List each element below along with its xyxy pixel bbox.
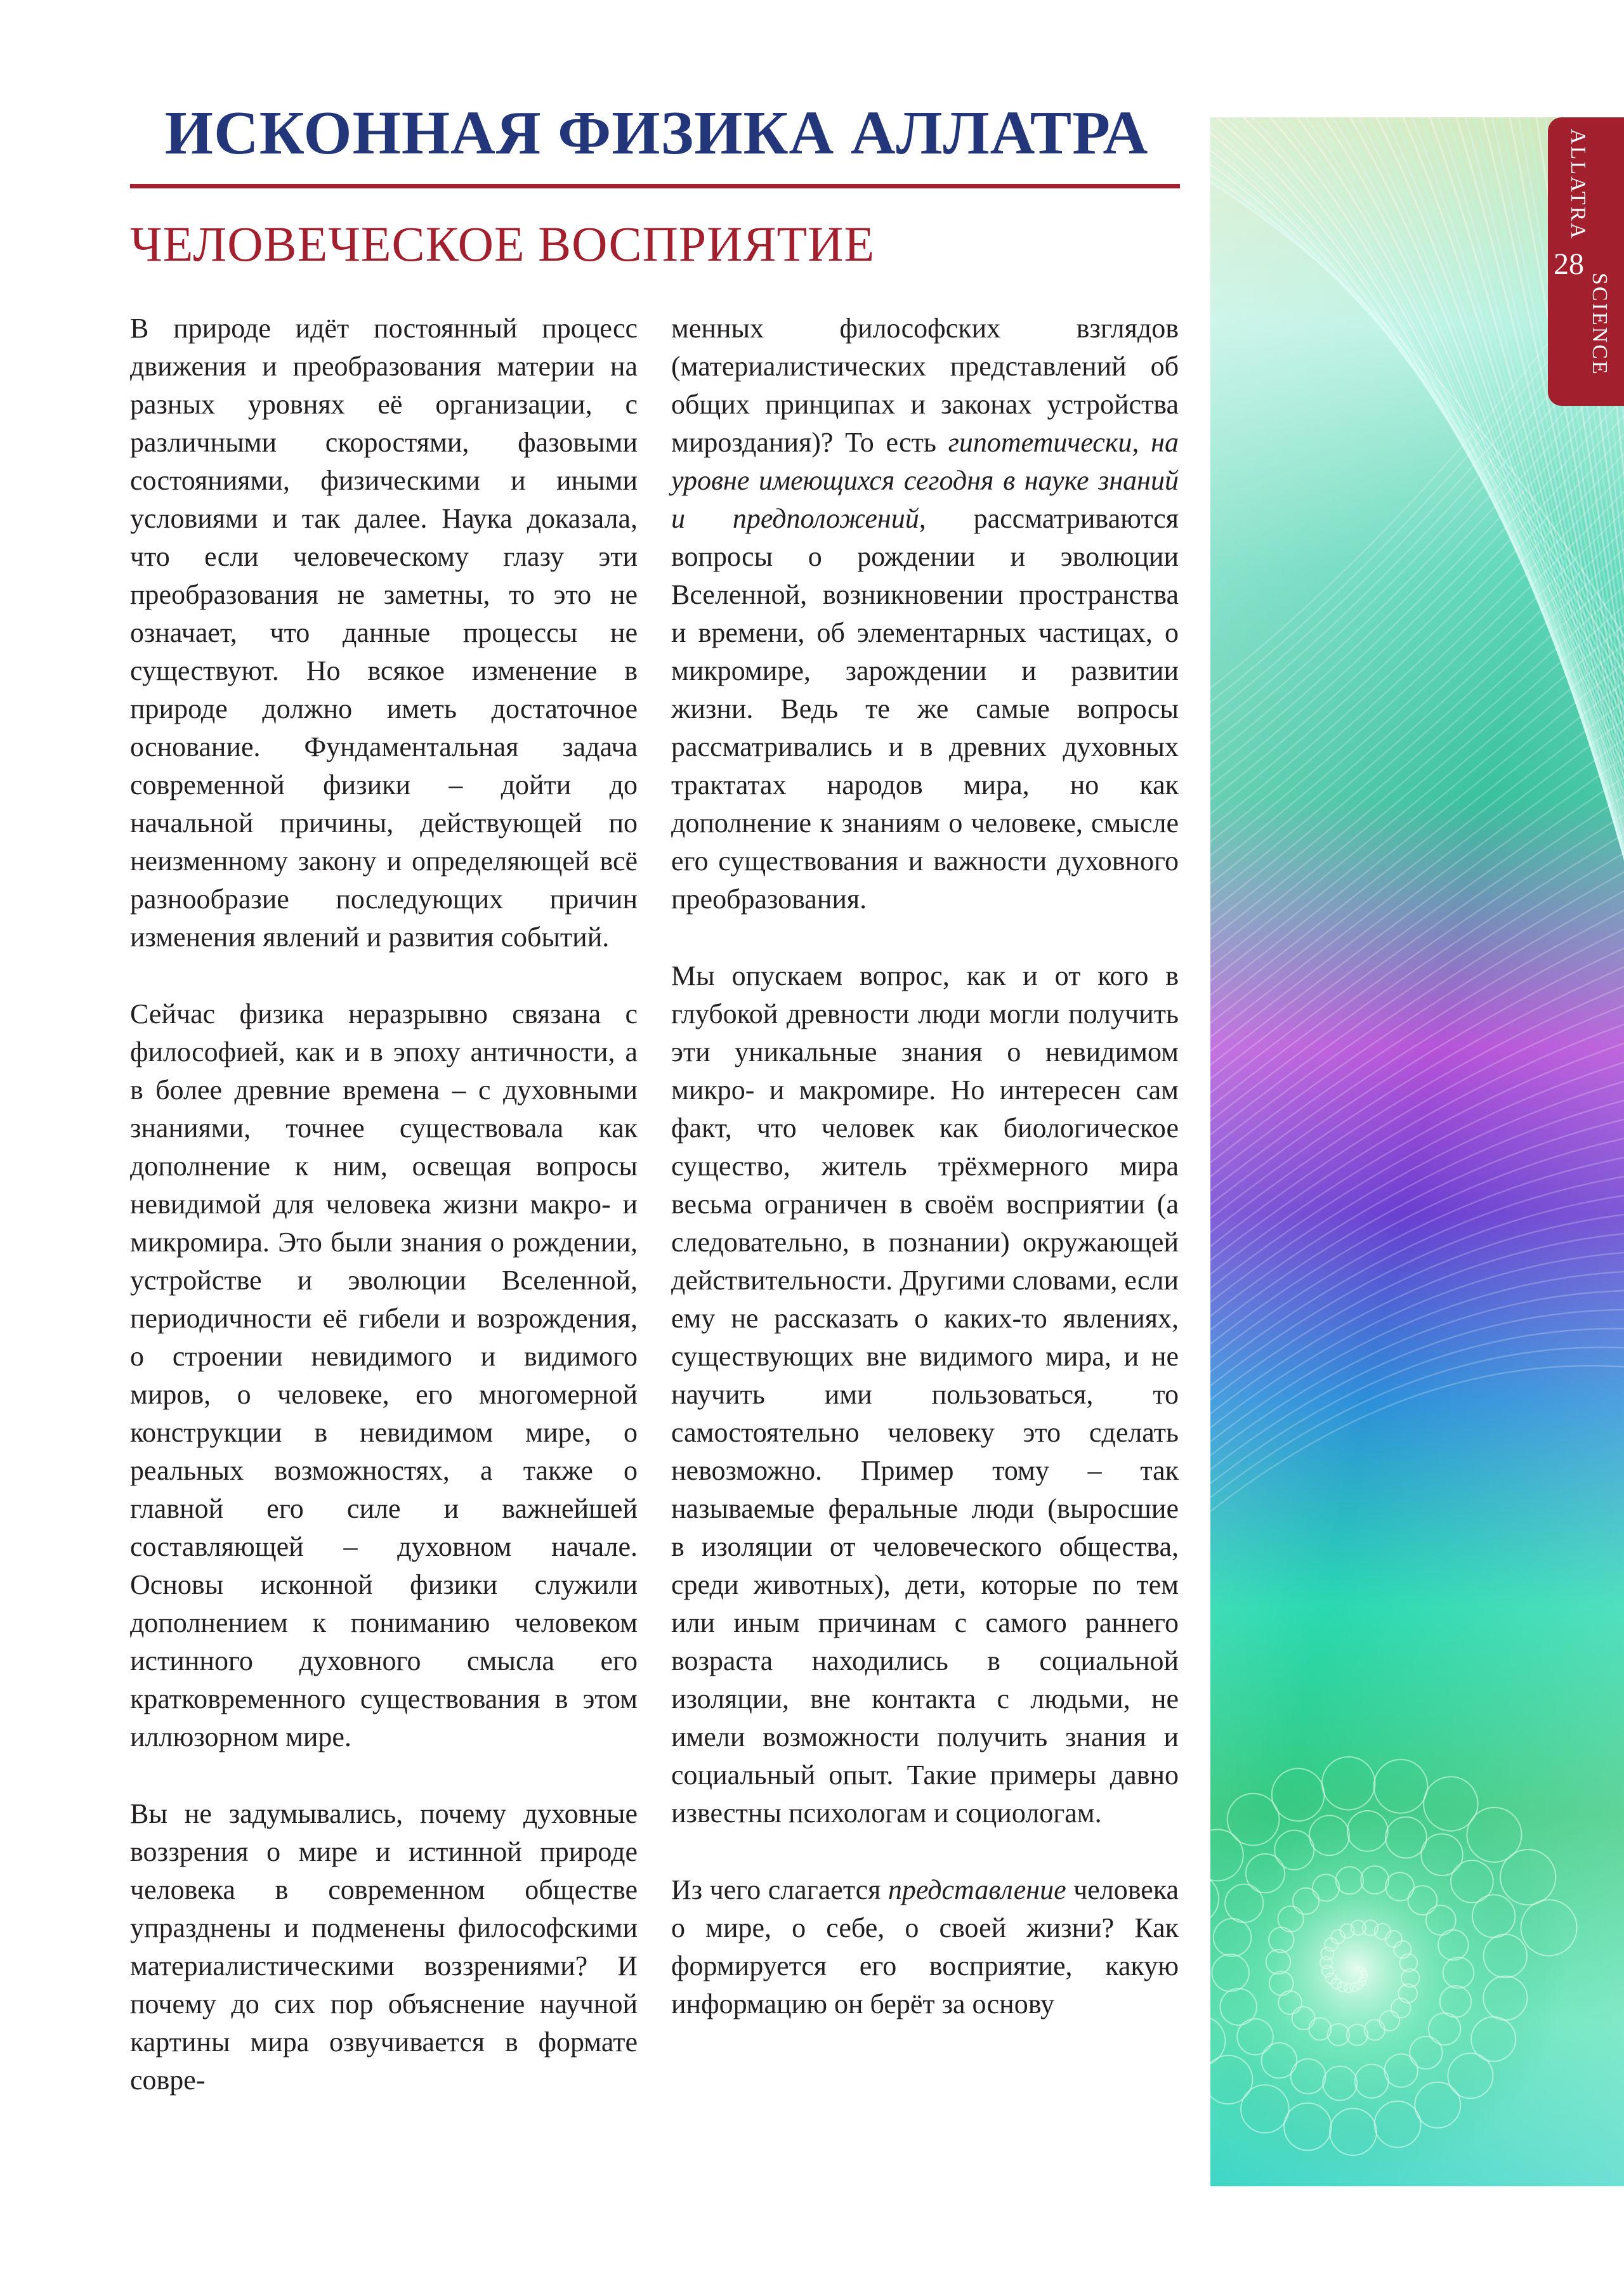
section-title: ЧЕЛОВЕЧЕСКОЕ ВОСПРИЯТИЕ bbox=[130, 216, 875, 271]
tab-label-allatra: ALLATRA bbox=[1566, 129, 1590, 240]
paragraph-6-text-end: человека о мире, о себе, о своей жизни? Как формируется его восприятие, какую информацию он берёт за основу bbox=[671, 1874, 1179, 2019]
paragraph-2: Сейчас физика неразрывно связана с философией, как и в эпоху античности, а в более древние времена – с духовными знаниями, точнее существовала как дополнение к ним, освещая вопросы невидимой для человека жизни макро- и микромира. Это были знания о рождении, устройстве и эволюции Вселенной, периодичности её гибели и возрождения, о строении невидимого и видимого миров, о человеке, его многомерной конструкции в невидимом мире, о реальных возможностях, а также о главной его силе и важнейшей составляющей – духовном начале. Основы исконной физики служили дополнением к пониманию человеком истинного духовного смысла его кратковременного существования в этом иллюзорном мире. bbox=[130, 998, 638, 1752]
header-divider bbox=[130, 184, 1180, 188]
page-number: 28 bbox=[1554, 247, 1584, 281]
paragraph-6-text-start: Из чего слагается bbox=[671, 1874, 888, 1905]
paragraph-6-italic-text: представление bbox=[887, 1874, 1066, 1905]
paragraph-5 bbox=[671, 957, 1179, 1832]
tab-label-science: SCIENCE bbox=[1588, 273, 1611, 376]
right-text-column bbox=[671, 310, 1179, 2062]
paragraph-4-text-start: менных философских взглядов (материалистических представлений об общих принципах и законах устройства мироздания)? То есть bbox=[671, 313, 1179, 458]
paragraph-4 bbox=[671, 310, 1179, 918]
paragraph-1: В природе идёт постоянный процесс движения и преобразования материи на разных уровнях её организации, с различными скоростями, фазовыми состояниями, физическими и иными условиями и так далее. Наука доказала, что если человеческому глазу эти преобразования не заметны, то это не означает, что данные процессы не существуют. Но всякое изменение в природе должно иметь достаточное основание. Фундаментальная задача современной физики – дойти до начальной причины, действующей по неизменному закону и определяющей всё разнообразие последующих причин изменения явлений и развития событий. bbox=[130, 313, 638, 953]
paragraph-6 bbox=[671, 1871, 1179, 2023]
left-text-column bbox=[130, 310, 638, 2138]
paragraph-3: Вы не задумывались, почему духовные воззрения о мире и истинной природе человека в современном обществе упразднены и подменены философскими материалистическими воззрениями? И почему до сих пор объяснение научной картины мира озвучивается в формате совре- bbox=[130, 1798, 638, 2096]
paragraph-4-text-end: , рассматриваются вопросы о рождении и эволюции Вселенной, возникновении пространства и времени, об элементарных частицах, о микромире, зарождении и развитии жизни. Ведь те же самые вопросы рассматривались и в древних духовных трактатах народов мира, но как дополнение к знаниям о человеке, смысле его существования и важности духовного преобразования. bbox=[671, 503, 1179, 915]
paragraph-4-italic-text: гипотетически, на уровне имеющихся сегодня в науке знаний и предположений bbox=[671, 427, 1179, 534]
decorative-fractal-artwork bbox=[1210, 117, 1624, 2186]
paragraph-5-text: Мы опускаем вопрос, как и от кого в глубокой древности люди могли получить эти уникальные знания о невидимом микро- и макромире. Но интересен сам факт, что человек как биологическое существо, житель трёхмерного мира весьма ограничен в своём восприятии (а следовательно, в познании) окружающей действительности. Другими словами, если ему не рассказать о каких-то явлениях, существующих вне видимого мира, и не научить ими пользоваться, то самостоятельно человеку это сделать невозможно. Пример тому – так называемые феральные люди (выросшие в изоляции от человеческого общества, среди животных), дети, которые по тем или иным причинам с самого раннего возраста находились в социальной изоляции, вне контакта с людьми, не имели возможности получить знания и социальный опыт. Такие примеры давно известны психологам и социологам. bbox=[671, 960, 1179, 1829]
magazine-header-title: ИСКОННАЯ ФИЗИКА АЛЛАТРА bbox=[164, 99, 1149, 167]
